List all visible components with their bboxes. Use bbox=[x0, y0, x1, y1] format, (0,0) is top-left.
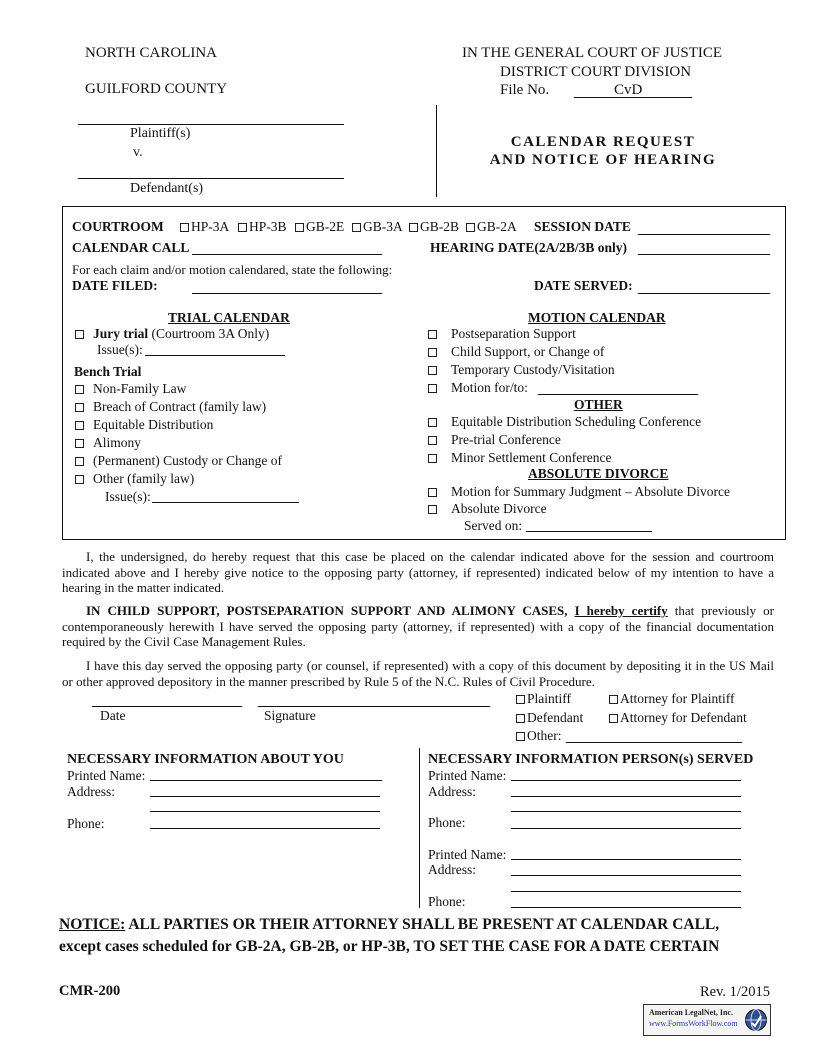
you-address-label: Address: bbox=[67, 784, 115, 799]
party-defendant-option[interactable]: Defendant bbox=[516, 710, 583, 726]
other-item-ed-scheduling: Equitable Distribution Scheduling Conference bbox=[451, 414, 702, 429]
served1-address-field-1[interactable] bbox=[511, 796, 741, 797]
bench-issues-label: Issue(s): bbox=[105, 489, 151, 504]
bench-item-equitable-distribution: Equitable Distribution bbox=[93, 417, 214, 432]
hearing-date-label: HEARING DATE(2A/2B/3B only) bbox=[430, 240, 628, 255]
served1-address-label: Address: bbox=[428, 784, 476, 799]
form-id: CMR-200 bbox=[59, 983, 121, 999]
you-printed-name-field[interactable] bbox=[150, 780, 382, 781]
publisher-logo[interactable] bbox=[643, 1004, 771, 1036]
publisher-website[interactable]: www.FormsWorkFlow.com bbox=[649, 1019, 738, 1028]
party-attorney-plaintiff-option[interactable]: Attorney for Plaintiff bbox=[609, 691, 734, 707]
checkbox-icon[interactable] bbox=[409, 223, 418, 232]
served2-phone-field[interactable] bbox=[511, 907, 741, 908]
date-filed-field[interactable] bbox=[192, 293, 382, 294]
person-served-heading: NECESSARY INFORMATION PERSON(s) SERVED bbox=[428, 752, 754, 767]
temporary-custody-checkbox[interactable] bbox=[428, 366, 437, 375]
motion-calendar-heading: MOTION CALENDAR bbox=[528, 310, 666, 325]
courtroom-option-gb2a[interactable]: GB-2A bbox=[466, 219, 517, 235]
served2-printed-name-label: Printed Name: bbox=[428, 847, 507, 862]
defendant-label: Defendant(s) bbox=[130, 181, 204, 196]
bench-item-custody: (Permanent) Custody or Change of bbox=[93, 453, 282, 468]
party-plaintiff-option[interactable]: Plaintiff bbox=[516, 691, 571, 707]
session-date-label: SESSION DATE bbox=[534, 219, 631, 234]
courtroom-option-hp3a[interactable]: HP-3A bbox=[180, 219, 229, 235]
checkbox-icon[interactable] bbox=[609, 714, 618, 723]
served1-phone-field[interactable] bbox=[511, 828, 741, 829]
summary-judgment-checkbox[interactable] bbox=[428, 488, 437, 497]
date-served-field[interactable] bbox=[638, 293, 770, 294]
notice-line2: except cases scheduled for GB-2A, GB-2B, or HP-3B, TO SET THE CASE FOR A DATE CERTAIN bbox=[59, 938, 720, 955]
motion-item-temporary-custody: Temporary Custody/Visitation bbox=[451, 362, 615, 377]
motion-for-to-field[interactable] bbox=[538, 394, 698, 395]
courtroom-option-hp3b[interactable]: HP-3B bbox=[238, 219, 287, 235]
court-division: DISTRICT COURT DIVISION bbox=[500, 64, 692, 80]
state-name: NORTH CAROLINA bbox=[85, 45, 218, 61]
served-on-label: Served on: bbox=[464, 518, 523, 533]
about-you-heading: NECESSARY INFORMATION ABOUT YOU bbox=[67, 752, 344, 767]
checkbox-icon[interactable] bbox=[238, 223, 247, 232]
you-phone-field[interactable] bbox=[150, 828, 380, 829]
defendant-field[interactable] bbox=[78, 178, 344, 179]
party-other-field[interactable] bbox=[566, 742, 742, 743]
you-address-field-1[interactable] bbox=[150, 796, 380, 797]
courtroom-label: COURTROOM bbox=[72, 219, 164, 234]
breach-of-contract-checkbox[interactable] bbox=[75, 403, 84, 412]
court-name: IN THE GENERAL COURT OF JUSTICE bbox=[462, 45, 723, 61]
revision-label: Rev. 1/2015 bbox=[700, 984, 770, 1000]
globe-icon bbox=[744, 1008, 768, 1032]
form-title-line2: AND NOTICE OF HEARING bbox=[489, 152, 717, 168]
non-family-law-checkbox[interactable] bbox=[75, 385, 84, 394]
divorce-item-absolute-divorce: Absolute Divorce bbox=[451, 501, 547, 516]
motion-item-postseparation-support: Postseparation Support bbox=[451, 326, 576, 341]
calendar-call-field[interactable] bbox=[192, 254, 382, 255]
session-date-field[interactable] bbox=[638, 234, 770, 235]
checkbox-icon[interactable] bbox=[516, 732, 525, 741]
jury-issues-label: Issue(s): bbox=[97, 342, 143, 357]
other-heading: OTHER bbox=[574, 397, 623, 412]
instruction-text: For each claim and/or motion calendared, state the following: bbox=[72, 262, 393, 277]
party-attorney-defendant-option[interactable]: Attorney for Defendant bbox=[609, 710, 747, 726]
served2-address-field-1[interactable] bbox=[511, 875, 741, 876]
versus-label: v. bbox=[133, 145, 143, 160]
custody-checkbox[interactable] bbox=[75, 457, 84, 466]
file-no-code: CvD bbox=[614, 82, 643, 98]
pretrial-conference-checkbox[interactable] bbox=[428, 436, 437, 445]
motion-item-child-support: Child Support, or Change of bbox=[451, 344, 605, 359]
equitable-distribution-checkbox[interactable] bbox=[75, 421, 84, 430]
checkbox-icon[interactable] bbox=[466, 223, 475, 232]
info-divider bbox=[419, 748, 420, 908]
divorce-item-summary-judgment: Motion for Summary Judgment – Absolute Divorce bbox=[451, 484, 730, 499]
date-field[interactable] bbox=[92, 706, 242, 707]
checkbox-icon[interactable] bbox=[516, 714, 525, 723]
county-name: GUILFORD COUNTY bbox=[85, 81, 228, 97]
plaintiff-label: Plaintiff(s) bbox=[130, 126, 191, 141]
courtroom-option-gb3a[interactable]: GB-3A bbox=[352, 219, 403, 235]
calendar-call-label: CALENDAR CALL bbox=[72, 240, 190, 255]
alimony-checkbox[interactable] bbox=[75, 439, 84, 448]
certification-paragraph: IN CHILD SUPPORT, POSTSEPARATION SUPPORT AND ALIMONY CASES, I hereby certify that previously or contemporaneously herewith I have served the opposing party (attorney, if represented) with a copy of the financial documentation required by the Civil Case Management Rules. bbox=[62, 603, 775, 649]
checkbox-icon[interactable] bbox=[180, 223, 189, 232]
bench-item-alimony: Alimony bbox=[93, 435, 142, 450]
served1-address-field-2[interactable] bbox=[511, 811, 741, 812]
bench-trial-heading: Bench Trial bbox=[74, 364, 142, 379]
hearing-date-field[interactable] bbox=[638, 254, 770, 255]
date-filed-label: DATE FILED: bbox=[72, 278, 158, 293]
served2-printed-name-field[interactable] bbox=[511, 859, 741, 860]
minor-settlement-checkbox[interactable] bbox=[428, 454, 437, 463]
service-paragraph: I have this day served the opposing party (or counsel, if represented) with a copy of this document by depositing it in the US Mail or other approved depository in the manner prescribed by Rule 5 of the N.C. Rules of Civil Procedure. bbox=[62, 658, 774, 689]
notice-line1: NOTICE: ALL PARTIES OR THEIR ATTORNEY SHALL BE PRESENT AT CALENDAR CALL, bbox=[59, 916, 720, 933]
postseparation-support-checkbox[interactable] bbox=[428, 330, 437, 339]
jury-trial-checkbox[interactable] bbox=[75, 330, 84, 339]
publisher-name: American LegalNet, Inc. bbox=[649, 1008, 733, 1017]
ed-scheduling-checkbox[interactable] bbox=[428, 418, 437, 427]
other-item-minor-settlement: Minor Settlement Conference bbox=[451, 450, 612, 465]
bench-item-non-family-law: Non-Family Law bbox=[93, 381, 187, 396]
trial-calendar-heading: TRIAL CALENDAR bbox=[168, 310, 290, 325]
bench-item-other-family-law: Other (family law) bbox=[93, 471, 195, 486]
courtroom-option-gb2e[interactable]: GB-2E bbox=[295, 219, 344, 235]
checkbox-icon[interactable] bbox=[352, 223, 361, 232]
request-paragraph: I, the undersigned, do hereby request that this case be placed on the calendar indicated above for the session and courtroom indicated above and I hereby give notice to the opposing party (attorney, if represented) indicated below of my intention to have a hearing in the matter indicated. bbox=[62, 549, 774, 595]
courtroom-option-gb2b[interactable]: GB-2B bbox=[409, 219, 459, 235]
checkbox-icon[interactable] bbox=[516, 695, 525, 704]
other-item-pretrial-conference: Pre-trial Conference bbox=[451, 432, 561, 447]
bench-issues-field[interactable] bbox=[152, 502, 299, 503]
date-served-label: DATE SERVED: bbox=[534, 278, 633, 293]
signature-field[interactable] bbox=[258, 706, 490, 707]
plaintiff-field[interactable] bbox=[78, 124, 344, 125]
other-family-law-checkbox[interactable] bbox=[75, 475, 84, 484]
served2-address-label: Address: bbox=[428, 862, 476, 877]
file-no-label: File No. bbox=[500, 82, 550, 98]
checkbox-icon[interactable] bbox=[609, 695, 618, 704]
served2-phone-label: Phone: bbox=[428, 894, 466, 909]
header-divider bbox=[436, 105, 437, 197]
motion-item-motion-for-to: Motion for/to: bbox=[451, 380, 528, 395]
absolute-divorce-checkbox[interactable] bbox=[428, 505, 437, 514]
served-on-field[interactable] bbox=[526, 531, 652, 532]
child-support-checkbox[interactable] bbox=[428, 348, 437, 357]
signature-label: Signature bbox=[264, 708, 316, 723]
party-other-option[interactable]: Other: bbox=[516, 728, 562, 744]
motion-for-to-checkbox[interactable] bbox=[428, 384, 437, 393]
you-address-field-2[interactable] bbox=[150, 811, 380, 812]
absolute-divorce-heading: ABSOLUTE DIVORCE bbox=[528, 466, 669, 481]
jury-issues-field[interactable] bbox=[145, 355, 285, 356]
served1-printed-name-label: Printed Name: bbox=[428, 768, 507, 783]
you-printed-name-label: Printed Name: bbox=[67, 768, 146, 783]
served1-phone-label: Phone: bbox=[428, 815, 466, 830]
date-label: Date bbox=[100, 708, 126, 723]
bench-item-breach-of-contract: Breach of Contract (family law) bbox=[93, 399, 267, 414]
jury-trial-label: Jury trial (Courtroom 3A Only) bbox=[93, 326, 270, 341]
served1-printed-name-field[interactable] bbox=[511, 780, 741, 781]
checkbox-icon[interactable] bbox=[295, 223, 304, 232]
served2-address-field-2[interactable] bbox=[511, 891, 741, 892]
form-title-line1: CALENDAR REQUEST bbox=[510, 134, 696, 150]
you-phone-label: Phone: bbox=[67, 816, 105, 831]
